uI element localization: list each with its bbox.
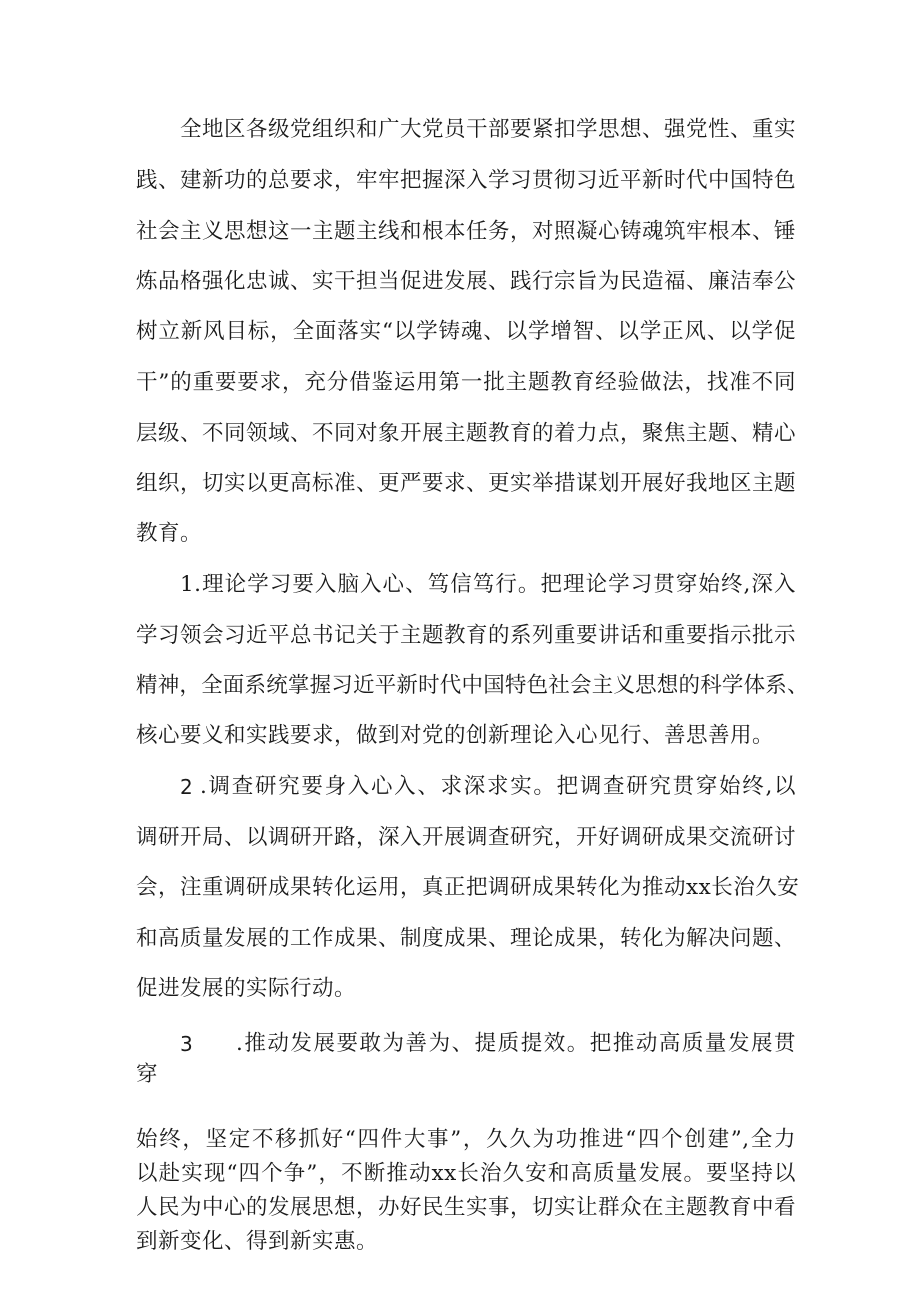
list-number: 2: [180, 775, 193, 799]
text-line: 1.理论学习要入脑入心、笃信笃行。把理论学习贯穿始终,深入: [180, 572, 796, 597]
text-line: 层级、不同领域、不同对象开展主题教育的着力点，聚焦主题、精心: [136, 421, 797, 446]
text-line: 全地区各级党组织和广大党员干部要紧扣学思想、强党性、重实: [180, 117, 797, 142]
text-line: 和高质量发展的工作成果、制度成果、理论成果，转化为解决问题、: [136, 926, 797, 951]
text-line: 干”的重要要求，充分借鉴运用第一批主题教育经验做法，找准不同: [136, 370, 796, 395]
text-line: 始终，坚定不移抓好“四件大事”，久久为功推进“四个创建”,全力: [136, 1127, 796, 1152]
text-line: 社会主义思想这一主题主线和根本任务，对照凝心铸魂筑牢根本、锤: [136, 219, 797, 244]
text-line: 到新变化、得到新实惠。: [136, 1229, 379, 1254]
text-line: 以赴实现“四个争”，不断推动xx长治久安和高质量发展。要坚持以: [136, 1161, 796, 1186]
list-number: 3: [180, 1032, 193, 1056]
text-line: 精神，全面系统掌握习近平新时代中国特色社会主义思想的科学体系、: [136, 673, 809, 698]
text-line: 教育。: [136, 521, 203, 546]
text-line: 践、建新功的总要求，牢牢把握深入学习贯彻习近平新时代中国特色: [136, 168, 797, 193]
text-line: .推动发展要敢为善为、提质提效。把推动高质量发展贯: [236, 1031, 796, 1056]
text-line: 学习领会习近平总书记关于主题教育的系列重要讲话和重要指示批示: [136, 623, 797, 648]
text-line: 树立新风目标，全面落实“以学铸魂、以学增智、以学正风、以学促: [136, 319, 796, 344]
text-line: 炼品格强化忠诚、实干担当促进发展、践行宗旨为民造福、廉洁奉公: [136, 269, 797, 294]
text-line: .调查研究要身入心入、求深求实。把调查研究贯穿始终,以: [200, 774, 796, 799]
text-line: 调研开局、以调研开路，深入开展调查研究，开好调研成果交流研讨: [136, 825, 797, 850]
text-line: 穿: [136, 1062, 159, 1087]
text-line: 核心要义和实践要求，做到对党的创新理论入心见行、善思善用。: [136, 723, 775, 748]
text-line: 促进发展的实际行动。: [136, 976, 357, 1001]
text-line: 会，注重调研成果转化运用，真正把调研成果转化为推动xx长治久安: [136, 875, 800, 900]
text-line: 组织，切实以更高标准、更严要求、更实举措谋划开展好我地区主题: [136, 471, 797, 496]
text-line: 人民为中心的发展思想，办好民生实事，切实让群众在主题教育中看: [136, 1195, 797, 1220]
